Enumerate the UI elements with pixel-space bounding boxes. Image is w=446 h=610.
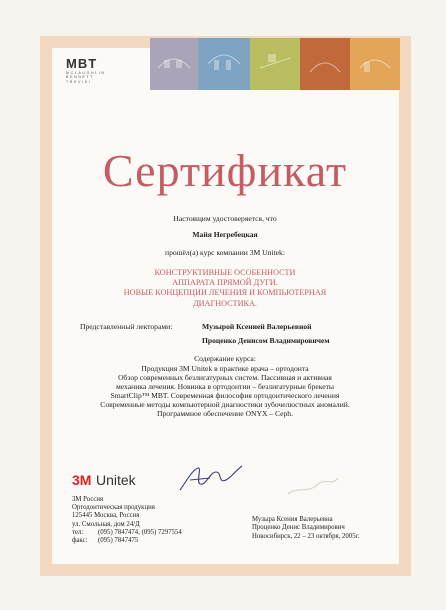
- content-line: SmartClip™ MBT. Современная философия ортодонтического лечения: [110, 391, 340, 400]
- fax-value: (095) 7847475: [98, 537, 139, 545]
- photo-panel-teeth: [198, 38, 250, 90]
- mbt-logo-line: BENNETT: [66, 75, 94, 80]
- content-line: механика лечения. Новинка в ортодонтии – безлигатурные брекеты: [115, 382, 334, 391]
- signature-image: [176, 460, 246, 496]
- address-line: 3M Россия: [72, 496, 104, 503]
- mbt-logo-line: TREVISI: [66, 79, 92, 84]
- fax-label: факс:: [72, 537, 88, 545]
- place-date: Новосибирск, 22 – 23 октября, 2005г.: [252, 532, 360, 540]
- course-title: [60, 268, 390, 309]
- address-line: 125445 Москва, Россия: [72, 512, 140, 520]
- content-line: Программное обеспечение ONYX – Ceph.: [157, 409, 293, 418]
- lecturer-name: Музырой Ксенией Валерьевной: [202, 322, 312, 331]
- stamp-mark: [282, 464, 342, 502]
- certificate-title: Сертификат: [102, 145, 348, 196]
- phone-label: тел:: [72, 528, 84, 536]
- phone-value: (095) 7847474, (095) 7297554: [98, 528, 182, 536]
- course-title-line: НОВЫЕ КОНЦЕПЦИИ ЛЕЧЕНИЯ И КОМПЬЮТЕРНАЯ: [123, 288, 327, 298]
- unitek-logo: Unitek: [96, 472, 136, 488]
- signer-name: Проценко Денис Владимирович: [252, 524, 345, 532]
- course-content: [60, 364, 390, 418]
- course-title-line: АППАРАТА ПРЯМОЙ ДУГИ.: [172, 278, 278, 288]
- course-title-line: ДИАГНОСТИКА.: [193, 298, 257, 308]
- photo-panel-smile: [350, 38, 400, 90]
- content-line: Продукция 3M Unitek в практике врача – ортодонта: [141, 364, 309, 373]
- lecturer-name: Проценко Денисом Владимировичем: [202, 336, 330, 345]
- signers-block: [252, 516, 359, 541]
- mbt-logo-mark: MBT: [66, 56, 98, 71]
- 3m-logo: 3M: [72, 472, 92, 488]
- content-label: Содержание курса:: [194, 354, 256, 363]
- content-line: Обзор современных безлигатурных систем. Пассивная и активная: [118, 373, 332, 382]
- recipient-name: Майя Негребецкая: [192, 230, 258, 239]
- address-line: Ортодонтическая продукция: [72, 504, 155, 512]
- mbt-logo-line: MCLAUGHLIN: [66, 71, 106, 75]
- signer-name: Музыра Ксения Валерьевна: [252, 516, 333, 523]
- fax-line: [72, 537, 182, 545]
- phone-line: [72, 529, 182, 537]
- intro-text: Настоящим удостоверяется, что: [173, 214, 277, 223]
- content-line: Современные методы компьютерной диагностики зубочелюстных аномалий.: [100, 400, 350, 409]
- photo-panel-braces: [150, 38, 198, 90]
- company-address: [72, 496, 182, 545]
- course-title-line: КОНСТРУКТИВНЫЕ ОСОБЕННОСТИ: [154, 268, 296, 277]
- course-completed-text: прошёл(а) курс компании 3M Unitek:: [165, 248, 285, 257]
- header-photo-strip: [150, 38, 400, 90]
- lecturers-label: Представленный лекторами:: [80, 322, 173, 331]
- photo-panel-arch: [300, 38, 350, 90]
- photo-panel-brackets: [250, 38, 300, 90]
- mbt-logo: [66, 56, 130, 84]
- address-line: ул. Смольная, дом 24/Д: [72, 520, 140, 528]
